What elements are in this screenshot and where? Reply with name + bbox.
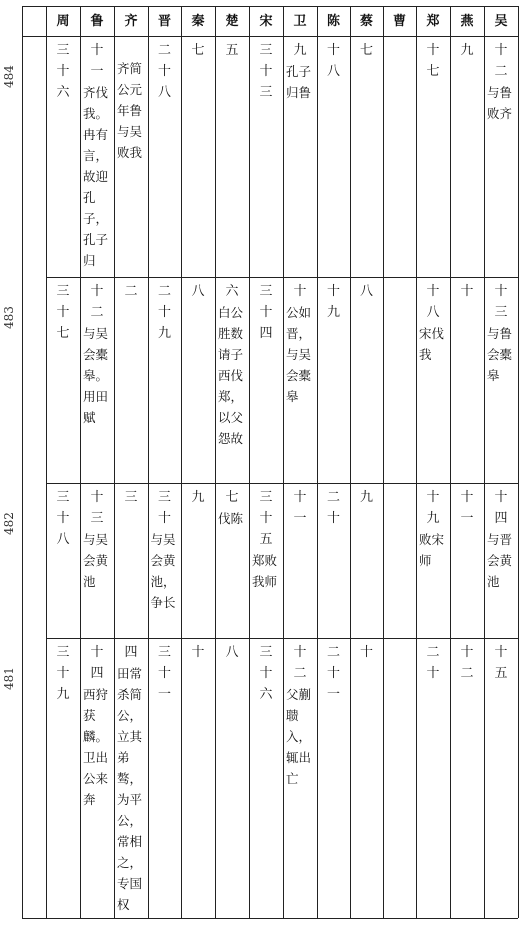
table-cell [383,277,416,483]
table-cell [383,483,416,638]
header-4: 秦 [191,14,205,29]
table-cell [148,483,181,638]
table-cell [450,36,484,277]
table-cell [181,277,215,483]
year-number: 二十一 [326,645,340,702]
table-cell [450,277,484,483]
table-cell [114,483,148,638]
year-number: 三十九 [56,645,70,702]
year-number: 三十四 [259,284,273,341]
table-cell [215,483,249,638]
year-number: 六 [225,284,239,299]
table-cell [317,277,350,483]
year-number: 十一 [460,490,474,526]
year-number: 二 [124,284,138,299]
header-9: 蔡 [359,14,373,29]
year-number: 五 [225,43,239,58]
year-number: 十九 [326,284,340,320]
table-cell [46,483,80,638]
table-cell [484,277,518,483]
table-cell [484,638,518,918]
table-cell [416,36,450,277]
table-cell [181,36,215,277]
table-cell [383,36,416,277]
event-note: 与鲁会橐皋 [487,326,513,383]
grid-line-vertical [181,6,182,918]
event-note: 与吴会黄池 [83,532,109,589]
year-number: 十八 [326,43,340,79]
table-cell [114,36,148,277]
header-3: 晋 [157,14,171,29]
event-note: 与鲁败齐 [487,85,513,121]
grid-line-horizontal [22,36,46,37]
grid-line-vertical [215,6,216,918]
header-7: 卫 [293,14,307,29]
table-cell [350,638,383,918]
grid-line-horizontal [22,918,46,920]
year-number: 十九 [426,490,440,526]
header-13: 吴 [494,14,508,29]
table-cell [80,36,114,277]
table-cell [80,277,114,483]
table-cell [80,638,114,918]
grid-line-vertical [350,6,351,918]
year-number: 九 [191,490,205,505]
year-number: 九 [460,43,474,58]
year-number: 九 [293,43,307,58]
year-number: 二十 [426,645,440,681]
header-11: 郑 [426,14,440,29]
table-cell [148,277,181,483]
table-cell [46,277,80,483]
table-cell [317,483,350,638]
table-cell [114,638,148,918]
table-cell [283,638,317,918]
year-number: 三十 [157,490,171,526]
table-cell [350,483,383,638]
year-number: 三十三 [259,43,273,100]
table-cell [148,638,181,918]
grid-line-horizontal [46,483,518,484]
grid-line-vertical [46,6,47,918]
event-note: 与晋会黄池 [487,532,513,589]
table-cell [148,36,181,277]
event-note: 田常杀简公，立其弟骜，为平公，常相之，专国权 [117,666,143,912]
event-note: 西狩获麟。卫出公来奔 [83,687,109,807]
table-cell [114,277,148,483]
year-number: 十三 [90,490,104,526]
year-number: 十二 [494,43,508,79]
grid-line-vertical [283,6,284,918]
table-cell [416,277,450,483]
table-cell [416,483,450,638]
table-cell [450,638,484,918]
table-cell [283,483,317,638]
grid-line-horizontal [46,918,518,920]
grid-line-vertical [114,6,115,918]
event-note: 与吴会黄池，争长 [150,532,176,610]
table-cell [450,483,484,638]
year-number: 二十 [326,490,340,526]
year-number: 十二 [460,645,474,681]
event-note: 宋伐我 [419,326,445,362]
event-note: 齐伐我。冉有言，故迎孔子，孔子归 [83,85,109,268]
header-8: 陈 [326,14,340,29]
year-number: 九 [359,490,373,505]
year-number: 七 [359,43,373,58]
year-number: 十 [191,645,205,660]
year-number: 三十七 [56,284,70,341]
year-number: 十一 [90,43,104,79]
event-note: 与吴会橐皋。用田赋 [83,326,109,425]
year-number: 十二 [90,284,104,320]
year-number: 八 [225,645,239,660]
event-note: 父蒯聩入，辄出亡 [286,687,312,786]
table-cell [484,36,518,277]
table-cell [46,36,80,277]
table-cell [46,638,80,918]
table-cell [350,36,383,277]
year-number: 十二 [293,645,307,681]
year-number: 四 [124,645,138,660]
year-number: 十四 [90,645,104,681]
grid-line-vertical [518,6,519,918]
year-number: 十 [460,284,474,299]
table-cell [181,483,215,638]
grid-line-vertical [148,6,149,918]
year-number: 十四 [494,490,508,526]
year-number: 二十八 [157,43,171,100]
year-number: 二十九 [157,284,171,341]
year-number: 十七 [426,43,440,79]
table-cell [283,36,317,277]
grid-line-horizontal [46,6,518,8]
year-number: 三十八 [56,490,70,547]
header-0: 周 [56,14,70,29]
table-cell [416,638,450,918]
table-cell [181,638,215,918]
grid-line-vertical [484,6,485,918]
grid-line-horizontal [46,36,518,37]
table-cell [215,638,249,918]
header-2: 齐 [124,14,138,29]
grid-line-vertical [450,6,451,918]
grid-line-horizontal [22,6,46,8]
table-cell [80,483,114,638]
grid-line-vertical [249,6,250,918]
table-cell [317,36,350,277]
year-number: 十三 [494,284,508,320]
table-cell [249,36,283,277]
year-number: 七 [225,490,239,505]
year-number: 三 [124,490,138,505]
header-1: 鲁 [90,14,104,29]
grid-line-vertical [317,6,318,918]
year-number: 三十五 [259,490,273,547]
year-number: 十 [359,645,373,660]
header-5: 楚 [225,14,239,29]
event-note: 齐简公元年鲁与吴败我 [117,61,143,160]
grid-line-vertical [383,6,384,918]
event-note: 白公胜数请子西伐郑，以父怨故 [218,305,244,446]
event-note: 郑败我师 [252,553,278,589]
year-label-483: 483 [2,306,16,329]
year-label-484: 484 [2,65,16,88]
table-cell [383,638,416,918]
event-note: 公如晋，与吴会橐皋 [286,305,312,404]
table-cell [283,277,317,483]
year-number: 十 [293,284,307,299]
year-number: 十一 [293,490,307,526]
grid-line-vertical [80,6,81,918]
table-cell [215,277,249,483]
year-label-482: 482 [2,512,16,535]
year-number: 八 [191,284,205,299]
table-cell [484,483,518,638]
grid-line-vertical [22,6,23,918]
grid-line-horizontal [46,638,518,639]
event-note: 伐陈 [218,511,244,526]
header-6: 宋 [259,14,273,29]
grid-line-horizontal [46,277,518,278]
year-number: 三十一 [157,645,171,702]
year-number: 十五 [494,645,508,681]
year-label-481: 481 [2,667,16,690]
year-number: 七 [191,43,205,58]
header-10: 曹 [392,14,406,29]
table-cell [249,638,283,918]
table-cell [317,638,350,918]
table-cell [249,277,283,483]
event-note: 败宋师 [419,532,445,568]
event-note: 孔子归鲁 [286,64,312,100]
table-cell [249,483,283,638]
year-number: 三十六 [56,43,70,100]
year-number: 八 [359,284,373,299]
table-cell [215,36,249,277]
year-number: 三十六 [259,645,273,702]
table-cell [350,277,383,483]
year-number: 十八 [426,284,440,320]
grid-line-vertical [416,6,417,918]
header-12: 燕 [460,14,474,29]
